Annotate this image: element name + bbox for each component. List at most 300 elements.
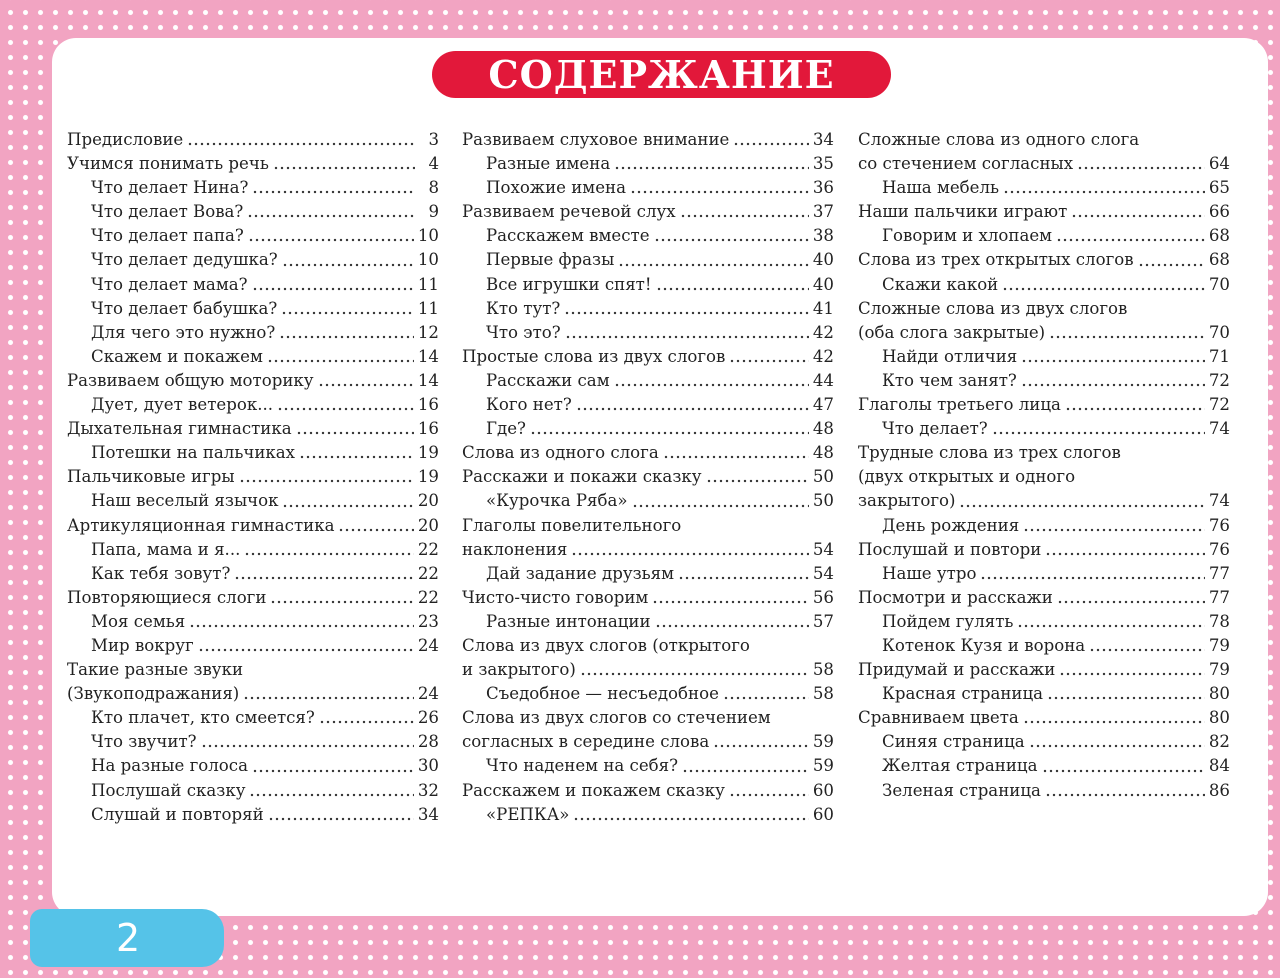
- toc-entry: [462, 658, 834, 682]
- toc-entry-title: Что делает бабушка?: [91, 298, 278, 318]
- toc-entry-title: со стечением согласных: [858, 154, 1074, 174]
- toc-entry-page: 34: [417, 804, 439, 824]
- toc-entry-title: Сложные слова из двух слогов: [858, 298, 1128, 318]
- toc-entry-title: Послушай сказку: [91, 780, 246, 800]
- toc-entry-page: 38: [812, 226, 834, 246]
- toc-entry-page: 20: [417, 515, 439, 535]
- toc-entry: [858, 465, 1230, 489]
- toc-entry-page: 66: [1208, 202, 1230, 222]
- toc-dot-leader: [296, 429, 414, 437]
- toc-entry: [67, 465, 439, 489]
- toc-dot-leader: [1077, 164, 1205, 172]
- toc-entry-page: 79: [1208, 660, 1230, 680]
- toc-dot-leader: [723, 694, 809, 702]
- toc-entry-page: 78: [1208, 611, 1230, 631]
- toc-entry-page: 54: [812, 539, 834, 559]
- toc-entry: [67, 273, 439, 297]
- toc-entry: [858, 586, 1230, 610]
- toc-dot-leader: [1138, 261, 1205, 269]
- toc-entry-title: (Звукоподражания): [67, 684, 240, 704]
- toc-entry: [858, 369, 1230, 393]
- toc-entry-title: Наш веселый язычок: [91, 491, 279, 511]
- toc-dot-leader: [198, 646, 414, 654]
- toc-entry: [858, 176, 1230, 200]
- toc-entry: [858, 730, 1230, 754]
- toc-entry-title: Расскажем вместе: [486, 226, 650, 246]
- toc-entry-title: Что делает Вова?: [91, 202, 244, 222]
- toc-entry-page: 14: [417, 370, 439, 390]
- toc-entry-page: 56: [812, 587, 834, 607]
- toc-dot-leader: [656, 285, 809, 293]
- toc-dot-leader: [252, 285, 414, 293]
- toc-entry-page: 16: [417, 395, 439, 415]
- toc-dot-leader: [1089, 646, 1205, 654]
- toc-entry-page: 76: [1208, 515, 1230, 535]
- toc-dot-leader: [273, 164, 415, 172]
- toc-dot-leader: [319, 718, 414, 726]
- toc-entry: [858, 538, 1230, 562]
- toc-entry: [67, 176, 439, 200]
- toc-entry: [858, 248, 1230, 272]
- toc-entry-title: Слушай и повторяй: [91, 804, 264, 824]
- toc-entry: [858, 393, 1230, 417]
- toc-entry: [858, 128, 1230, 152]
- page-title-text: СОДЕРЖАНИЕ: [488, 52, 835, 97]
- toc-entry: [462, 538, 834, 562]
- toc-entry-page: 74: [1208, 491, 1230, 511]
- toc-entry: [858, 273, 1230, 297]
- toc-entry: [858, 321, 1230, 345]
- toc-entry-page: 16: [417, 419, 439, 439]
- toc-entry: [67, 514, 439, 538]
- toc-dot-leader: [614, 381, 809, 389]
- toc-entry-title: Кто чем занят?: [882, 370, 1017, 390]
- toc-entry: [67, 706, 439, 730]
- toc-entry-page: 72: [1208, 370, 1230, 390]
- toc-entry: [67, 803, 439, 827]
- toc-dot-leader: [1071, 212, 1205, 220]
- toc-entry-title: (оба слога закрытые): [858, 322, 1046, 342]
- toc-entry-page: 50: [812, 491, 834, 511]
- toc-entry: [462, 417, 834, 441]
- toc-dot-leader: [243, 694, 414, 702]
- page-title: [432, 51, 891, 98]
- toc-entry: [858, 345, 1230, 369]
- toc-entry-title: Котенок Кузя и ворона: [882, 635, 1086, 655]
- toc-entry-title: Пальчиковые игры: [67, 467, 235, 487]
- toc-dot-leader: [267, 357, 414, 365]
- toc-entry-title: Как тебя зовут?: [91, 563, 231, 583]
- toc-dot-leader: [652, 598, 809, 606]
- toc-entry: [67, 779, 439, 803]
- toc-entry-title: Что это?: [486, 322, 561, 342]
- toc-entry-page: 54: [812, 563, 834, 583]
- toc-entry-title: Глаголы повелительного: [462, 515, 682, 535]
- toc-entry: [858, 562, 1230, 586]
- toc-dot-leader: [249, 791, 413, 799]
- page-number: 2: [116, 916, 141, 960]
- toc-entry: [858, 417, 1230, 441]
- toc-entry-title: Расскажем и покажем сказку: [462, 780, 725, 800]
- toc-dot-leader: [248, 236, 414, 244]
- toc-dot-leader: [1047, 694, 1205, 702]
- toc-dot-leader: [959, 502, 1204, 510]
- toc-entry-title: Учимся понимать речь: [67, 154, 269, 174]
- toc-entry: [67, 345, 439, 369]
- toc-entry-title: Расскажи сам: [486, 370, 610, 390]
- toc-entry: [858, 682, 1230, 706]
- toc-entry: [462, 730, 834, 754]
- toc-entry: [462, 610, 834, 634]
- toc-entry-title: Мир вокруг: [91, 635, 194, 655]
- toc-entry-page: 44: [812, 370, 834, 390]
- toc-entry: [67, 321, 439, 345]
- toc-column-3: [858, 128, 1230, 803]
- toc-entry-title: Красная страница: [882, 684, 1044, 704]
- toc-entry-title: Пойдем гулять: [882, 611, 1014, 631]
- toc-entry-page: 65: [1208, 178, 1230, 198]
- toc-entry-title: Предисловие: [67, 130, 184, 149]
- toc-entry-page: 32: [417, 780, 439, 800]
- toc-entry: [67, 489, 439, 513]
- toc-entry: [462, 297, 834, 321]
- toc-dot-leader: [1065, 405, 1205, 413]
- toc-entry-title: Найди отличия: [882, 346, 1018, 366]
- toc-entry-page: 8: [428, 178, 439, 198]
- toc-entry-page: 11: [417, 298, 439, 318]
- toc-entry: [858, 297, 1230, 321]
- toc-entry-title: (двух открытых и одного: [858, 467, 1076, 487]
- toc-dot-leader: [580, 670, 809, 678]
- toc-entry-title: Артикуляционная гимнастика: [67, 515, 335, 535]
- toc-dot-leader: [678, 574, 809, 582]
- toc-dot-leader: [682, 767, 809, 775]
- toc-entry-title: Расскажи и покажи сказку: [462, 467, 702, 487]
- toc-entry: [462, 248, 834, 272]
- toc-dot-leader: [1045, 791, 1205, 799]
- toc-entry: [462, 224, 834, 248]
- toc-entry: [462, 128, 834, 152]
- toc-entry-page: 20: [417, 491, 439, 511]
- toc-dot-leader: [663, 453, 809, 461]
- toc-entry-page: 70: [1208, 274, 1230, 294]
- toc-entry-page: 11: [417, 274, 439, 294]
- toc-entry-page: 28: [417, 732, 439, 752]
- toc-entry-title: Зеленая страница: [882, 780, 1041, 800]
- toc-dot-leader: [299, 453, 414, 461]
- toc-entry: [67, 610, 439, 634]
- toc-entry-page: 30: [417, 756, 439, 776]
- toc-dot-leader: [632, 502, 809, 510]
- toc-entry-title: Наши пальчики играют: [858, 202, 1068, 222]
- toc-dot-leader: [338, 526, 413, 534]
- toc-entry-page: 22: [417, 587, 439, 607]
- toc-entry: [462, 152, 834, 176]
- toc-entry-title: Что делает Нина?: [91, 178, 249, 198]
- toc-dot-leader: [654, 236, 809, 244]
- toc-entry-page: 9: [428, 202, 439, 222]
- toc-entry-title: Кого нет?: [486, 395, 572, 415]
- toc-dot-leader: [713, 742, 809, 750]
- toc-entry-title: Слова из двух слогов (открытого: [462, 635, 750, 655]
- toc-entry: [462, 200, 834, 224]
- toc-dot-leader: [201, 742, 414, 750]
- toc-column-2: [462, 128, 834, 827]
- toc-entry-page: 26: [417, 708, 439, 728]
- toc-entry: [858, 441, 1230, 465]
- toc-entry-title: Развиваем речевой слух: [462, 202, 676, 222]
- toc-dot-leader: [564, 309, 809, 317]
- toc-entry-title: Дыхательная гимнастика: [67, 419, 292, 439]
- toc-entry-page: 80: [1208, 684, 1230, 704]
- toc-entry: [67, 152, 439, 176]
- toc-dot-leader: [252, 188, 415, 196]
- toc-entry: [67, 730, 439, 754]
- toc-dot-leader: [1056, 236, 1205, 244]
- toc-entry-title: Скажем и покажем: [91, 346, 263, 366]
- toc-dot-leader: [614, 164, 809, 172]
- toc-entry-title: Разные имена: [486, 154, 611, 174]
- toc-dot-leader: [279, 333, 414, 341]
- toc-entry-title: Кто тут?: [486, 298, 561, 318]
- toc-entry: [67, 682, 439, 706]
- toc-entry-page: 35: [812, 154, 834, 174]
- toc-entry: [858, 610, 1230, 634]
- toc-entry-page: 23: [417, 611, 439, 631]
- toc-dot-leader: [573, 815, 808, 823]
- toc-dot-leader: [1029, 742, 1205, 750]
- toc-entry-title: Такие разные звуки: [67, 660, 244, 680]
- toc-entry-title: Слова из трех открытых слогов: [858, 250, 1134, 270]
- toc-entry: [462, 586, 834, 610]
- toc-column-1: [67, 128, 439, 827]
- toc-entry-page: 86: [1208, 780, 1230, 800]
- toc-dot-leader: [281, 309, 414, 317]
- toc-entry-title: Синяя страница: [882, 732, 1025, 752]
- toc-entry-page: 59: [812, 732, 834, 752]
- toc-entry: [462, 321, 834, 345]
- toc-entry: [858, 634, 1230, 658]
- toc-entry-page: 77: [1208, 587, 1230, 607]
- toc-entry-page: 58: [812, 684, 834, 704]
- toc-entry-title: Для чего это нужно?: [91, 322, 276, 342]
- toc-entry-page: 37: [812, 202, 834, 222]
- toc-dot-leader: [1021, 381, 1205, 389]
- toc-entry-page: 70: [1208, 322, 1230, 342]
- toc-entry: [858, 706, 1230, 730]
- toc-dot-leader: [318, 381, 414, 389]
- toc-dot-leader: [1023, 526, 1205, 534]
- toc-entry-title: Что делает?: [882, 419, 988, 439]
- toc-entry-page: 50: [812, 467, 834, 487]
- toc-entry-title: Разные интонации: [486, 611, 651, 631]
- toc-entry: [462, 345, 834, 369]
- toc-entry-page: 14: [417, 346, 439, 366]
- toc-dot-leader: [618, 261, 809, 269]
- toc-dot-leader: [655, 622, 809, 630]
- toc-entry-page: 68: [1208, 250, 1230, 270]
- toc-entry-page: 76: [1208, 539, 1230, 559]
- toc-entry: [858, 489, 1230, 513]
- toc-entry-title: Что наденем на себя?: [486, 756, 679, 776]
- toc-entry-title: Говорим и хлопаем: [882, 226, 1053, 246]
- toc-entry-page: 42: [812, 346, 834, 366]
- toc-entry-title: «Курочка Ряба»: [486, 491, 628, 511]
- toc-entry-page: 40: [812, 274, 834, 294]
- toc-entry: [858, 514, 1230, 538]
- toc-entry-page: 24: [417, 635, 439, 655]
- toc-entry: [462, 803, 834, 827]
- toc-dot-leader: [1021, 357, 1205, 365]
- toc-entry-page: 48: [812, 443, 834, 463]
- toc-entry-title: Что звучит?: [91, 732, 197, 752]
- toc-entry-page: 74: [1208, 419, 1230, 439]
- toc-entry-page: 57: [812, 611, 834, 631]
- toc-entry-title: Придумай и расскажи: [858, 660, 1056, 680]
- toc-entry-page: 4: [428, 154, 439, 174]
- toc-entry: [67, 369, 439, 393]
- toc-entry-title: Потешки на пальчиках: [91, 443, 296, 463]
- toc-dot-leader: [1045, 550, 1205, 558]
- toc-entry: [67, 393, 439, 417]
- toc-entry-page: 60: [812, 780, 834, 800]
- toc-entry-title: Дует, дует ветерок...: [91, 395, 274, 415]
- toc-entry: [462, 562, 834, 586]
- toc-entry-title: Что делает папа?: [91, 226, 244, 246]
- toc-dot-leader: [282, 502, 413, 510]
- toc-entry-page: 22: [417, 563, 439, 583]
- toc-entry-title: Наше утро: [882, 563, 977, 583]
- toc-dot-leader: [277, 405, 414, 413]
- toc-entry-page: 12: [417, 322, 439, 342]
- toc-entry-page: 77: [1208, 563, 1230, 583]
- toc-entry-title: Простые слова из двух слогов: [462, 346, 726, 366]
- toc-dot-leader: [189, 622, 414, 630]
- toc-entry: [858, 224, 1230, 248]
- toc-entry-title: наклонения: [462, 539, 568, 559]
- toc-entry-page: 84: [1208, 756, 1230, 776]
- toc-entry: [67, 586, 439, 610]
- toc-entry-page: 10: [417, 250, 439, 270]
- toc-entry: [462, 754, 834, 778]
- toc-entry-title: Сравниваем цвета: [858, 708, 1019, 728]
- toc-dot-leader: [680, 212, 809, 220]
- toc-entry-title: Наша мебель: [882, 178, 1000, 198]
- toc-entry-title: Чисто-чисто говорим: [462, 587, 649, 607]
- toc-dot-leader: [247, 212, 415, 220]
- toc-entry-page: 68: [1208, 226, 1230, 246]
- toc-entry-title: Скажи какой: [882, 274, 999, 294]
- toc-entry-title: Повторяющиеся слоги: [67, 587, 267, 607]
- toc-entry-page: 48: [812, 419, 834, 439]
- toc-entry-title: Кто плачет, кто смеется?: [91, 708, 315, 728]
- toc-entry: [858, 754, 1230, 778]
- toc-dot-leader: [1017, 622, 1204, 630]
- toc-entry-page: 58: [812, 660, 834, 680]
- toc-entry: [67, 441, 439, 465]
- toc-entry-title: Где?: [486, 419, 526, 439]
- toc-entry-title: Слова из двух слогов со стечением: [462, 708, 771, 728]
- toc-dot-leader: [270, 598, 413, 606]
- toc-entry-title: На разные голоса: [91, 756, 248, 776]
- toc-entry-page: 22: [417, 539, 439, 559]
- toc-dot-leader: [576, 405, 809, 413]
- toc-entry-title: Послушай и повтори: [858, 539, 1042, 559]
- toc-entry-title: Дай задание друзьям: [486, 563, 675, 583]
- toc-entry: [67, 200, 439, 224]
- toc-entry: [462, 706, 834, 730]
- toc-entry-page: 82: [1208, 732, 1230, 752]
- toc-entry: [67, 754, 439, 778]
- toc-entry-page: 19: [417, 467, 439, 487]
- toc-dot-leader: [1042, 767, 1205, 775]
- toc-entry-title: согласных в середине слова: [462, 732, 710, 752]
- toc-entry-page: 80: [1208, 708, 1230, 728]
- toc-entry: [462, 682, 834, 706]
- toc-entry: [462, 393, 834, 417]
- toc-dot-leader: [1002, 285, 1205, 293]
- toc-entry: [67, 417, 439, 441]
- toc-dot-leader: [244, 550, 414, 558]
- toc-entry: [858, 658, 1230, 682]
- toc-entry-title: Трудные слова из трех слогов: [858, 443, 1121, 463]
- toc-dot-leader: [282, 261, 414, 269]
- toc-entry-page: 24: [417, 684, 439, 704]
- toc-dot-leader: [733, 140, 809, 148]
- toc-entry-title: «РЕПКА»: [486, 804, 570, 824]
- toc-entry: [67, 248, 439, 272]
- toc-entry: [67, 224, 439, 248]
- toc-entry-title: Глаголы третьего лица: [858, 395, 1061, 415]
- toc-entry: [462, 369, 834, 393]
- toc-dot-leader: [992, 429, 1205, 437]
- toc-entry-page: 47: [812, 395, 834, 415]
- toc-entry-page: 72: [1208, 395, 1230, 415]
- toc-entry: [67, 297, 439, 321]
- toc-entry-title: Развиваем общую моторику: [67, 370, 314, 390]
- toc-entry-title: Похожие имена: [486, 178, 626, 198]
- toc-entry: [462, 176, 834, 200]
- toc-entry: [462, 514, 834, 538]
- toc-dot-leader: [706, 477, 809, 485]
- toc-entry-title: Съедобное — несъедобное: [486, 684, 719, 704]
- toc-entry-page: 59: [812, 756, 834, 776]
- toc-entry-title: Все игрушки спят!: [486, 274, 652, 294]
- toc-entry-page: 10: [417, 226, 439, 246]
- toc-entry-page: 64: [1208, 154, 1230, 174]
- toc-entry-title: Что делает мама?: [91, 274, 248, 294]
- toc-entry: [462, 634, 834, 658]
- toc-entry: [462, 465, 834, 489]
- toc-entry-title: Папа, мама и я...: [91, 539, 241, 559]
- toc-dot-leader: [729, 791, 809, 799]
- toc-entry: [462, 489, 834, 513]
- toc-dot-leader: [252, 767, 414, 775]
- toc-dot-leader: [187, 140, 415, 148]
- toc-entry: [67, 658, 439, 682]
- toc-entry-page: 60: [812, 804, 834, 824]
- toc-entry-title: Посмотри и расскажи: [858, 587, 1053, 607]
- toc-entry-title: Что делает дедушка?: [91, 250, 278, 270]
- toc-dot-leader: [530, 429, 809, 437]
- toc-entry-title: Развиваем слуховое внимание: [462, 130, 730, 149]
- toc-dot-leader: [980, 574, 1204, 582]
- toc-entry-page: 36: [812, 178, 834, 198]
- toc-dot-leader: [565, 333, 809, 341]
- toc-dot-leader: [1049, 333, 1205, 341]
- toc-dot-leader: [239, 477, 414, 485]
- toc-entry: [858, 152, 1230, 176]
